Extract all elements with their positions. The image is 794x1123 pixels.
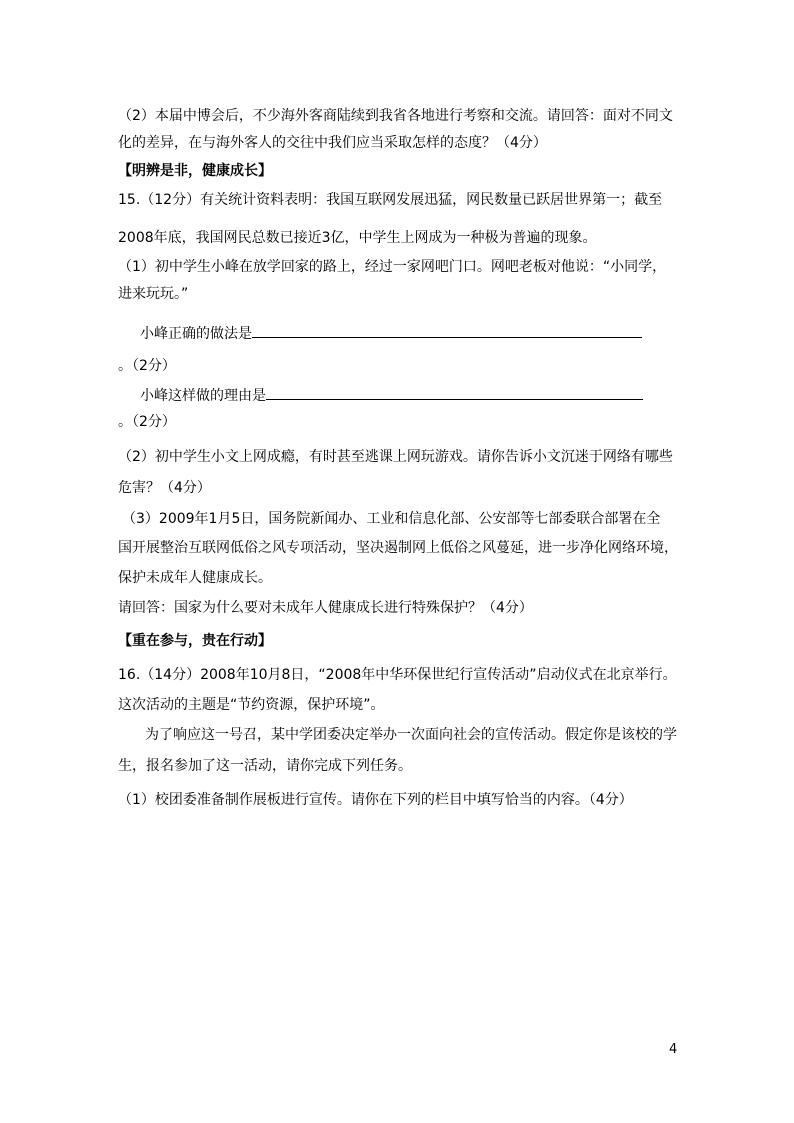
text-line: 请回答：国家为什么要对未成年人健康成长进行特殊保护？（4分） bbox=[118, 600, 533, 616]
fill-line-1 bbox=[140, 323, 642, 343]
text-line: （2）初中学生小文上网成瘾，有时甚至逃课上网玩游戏。请你告诉小文沉迷于网络有哪些 bbox=[118, 449, 673, 465]
text-line: 危害？（4分） bbox=[118, 480, 211, 496]
text-line: （1）校团委准备制作展板进行宣传。请你在下列的栏目中填写恰当的内容。（4分） bbox=[118, 792, 633, 808]
text-line: 。（2分） bbox=[118, 414, 176, 430]
fill-line-2 bbox=[140, 385, 643, 405]
section-heading: 【明辨是非，健康成长】 bbox=[118, 163, 272, 179]
text-line: 化的差异，在与海外客人的交往中我们应当采取怎样的态度？（4分） bbox=[118, 135, 547, 151]
text-line: 为了响应这一号召，某中学团委决定举办一次面向社会的宣传活动。假定你是该校的学 bbox=[145, 727, 677, 743]
answer-blank[interactable] bbox=[266, 385, 643, 400]
text-line: 保护未成年人健康成长。 bbox=[118, 570, 272, 586]
section-heading: 【重在参与，贵在行动】 bbox=[118, 633, 272, 649]
text-line: 2008年底，我国网民总数已接近3亿，中学生上网成为一种极为普遍的现象。 bbox=[118, 230, 597, 246]
text-line: 进来玩玩。” bbox=[118, 286, 189, 302]
question-15: 15.（12分）有关统计资料表明：我国互联网发展迅猛，网民数量已跃居世界第一；截至 bbox=[118, 192, 663, 208]
page-number: 4 bbox=[669, 1042, 678, 1057]
text-line: （3）2009年1月5日，国务院新闻办、工业和信息化部、公安部等七部委联合部署在全 bbox=[122, 511, 661, 527]
question-16: 16.（14分）2008年10月8日，“2008年中华环保世纪行宣传活动”启动仪式在北京举行。 bbox=[118, 667, 677, 683]
text-line: （2）本届中博会后，不少海外客商陆续到我省各地进行考察和交流。请回答：面对不同文 bbox=[118, 108, 673, 124]
text-line: 这次活动的主题是“节约资源，保护环境”。 bbox=[118, 697, 385, 713]
text-line: 国开展整治互联网低俗之风专项活动，坚决遏制网上低俗之风蔓延，进一步净化网络环境， bbox=[118, 540, 678, 556]
text-line: 生，报名参加了这一活动，请你完成下列任务。 bbox=[118, 758, 412, 774]
prompt: 小峰正确的做法是 bbox=[140, 326, 252, 342]
prompt: 小峰这样做的理由是 bbox=[140, 388, 266, 404]
text-line: （1）初中学生小峰在放学回家的路上，经过一家网吧门口。网吧老板对他说：“小同学， bbox=[118, 259, 667, 275]
answer-blank[interactable] bbox=[252, 323, 642, 338]
text-line: 。（2分） bbox=[118, 358, 176, 374]
